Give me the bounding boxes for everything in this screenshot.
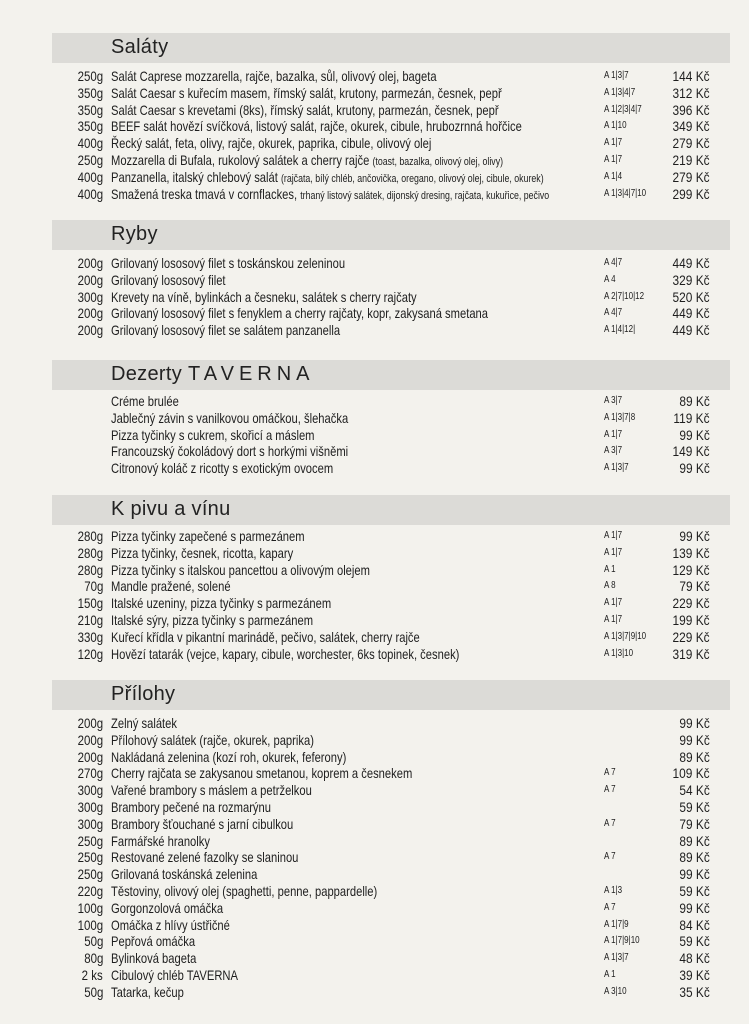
item-weight: 400g (77, 185, 103, 202)
item-allergens: A 1|7 (604, 428, 623, 440)
item-allergens: A 1|3|7 (604, 462, 629, 474)
item-price: 99 Kč (679, 528, 710, 544)
item-price: 48 Kč (679, 950, 710, 967)
item-allergens: A 1|4|12| (604, 324, 636, 336)
item-name-wrap (111, 849, 298, 866)
menu-item (0, 427, 749, 444)
menu-item (0, 68, 749, 85)
section-items (0, 528, 749, 662)
item-weight: 2 ks (81, 966, 103, 983)
menu-item (0, 950, 749, 967)
item-name: Brambory pečené na rozmarýnu (111, 798, 271, 815)
item-name: Farmářské hranolky (111, 832, 210, 849)
item-name-wrap (111, 186, 549, 205)
item-weight: 120g (77, 645, 103, 662)
item-price: 449 Kč (672, 255, 710, 271)
menu-item (0, 102, 749, 119)
item-price: 129 Kč (672, 561, 710, 578)
item-price: 319 Kč (672, 645, 710, 662)
item-price: 89 Kč (679, 748, 710, 765)
item-allergens: A 4|7 (604, 307, 623, 319)
item-allergens: A 4 (604, 273, 616, 285)
item-name-wrap (111, 900, 223, 917)
menu-item (0, 186, 749, 203)
item-allergens: A 1|7|9|10 (604, 935, 640, 947)
item-weight: 200g (77, 715, 103, 731)
item-weight: 100g (77, 899, 103, 916)
menu-item (0, 849, 749, 866)
item-name-wrap (111, 322, 340, 339)
menu-item (0, 272, 749, 289)
item-name: Hovězí tatarák (vejce, kapary, cibule, worchester, 6ks topinek, česnek) (111, 645, 460, 662)
menu-item (0, 528, 749, 545)
item-name-wrap (111, 866, 257, 883)
item-allergens: A 7 (604, 817, 616, 829)
item-allergens: A 8 (604, 580, 616, 592)
item-name-wrap (111, 68, 437, 85)
item-name-wrap (111, 782, 312, 799)
item-price: 79 Kč (679, 815, 710, 832)
item-name-wrap (111, 883, 377, 900)
section-header (52, 220, 730, 250)
item-price: 149 Kč (672, 443, 710, 460)
item-name: Vařené brambory s máslem a petrželkou (111, 782, 312, 799)
item-price: 199 Kč (672, 611, 710, 628)
menu-item (0, 562, 749, 579)
item-price: 349 Kč (672, 118, 710, 135)
menu-item (0, 933, 749, 950)
item-allergens: A 1|3|4|7|10 (604, 187, 647, 199)
item-weight: 200g (77, 731, 103, 748)
section-header (52, 33, 730, 63)
item-price: 59 Kč (679, 933, 710, 950)
item-allergens: A 1|7 (604, 597, 623, 609)
item-name: Pizza tyčinky s italskou pancettou a olivovým olejem (111, 561, 370, 578)
item-name: Řecký salát, feta, olivy, rajče, okurek, paprika, cibule, olivový olej (111, 135, 432, 152)
section-title-text: Saláty (111, 36, 169, 58)
item-allergens: A 7 (604, 901, 616, 913)
item-name: Přílohový salátek (rajče, okurek, paprika) (111, 731, 314, 748)
item-weight: 350g (77, 101, 103, 118)
item-name: Salát Caesar s kuřecím masem, římský salát, krutony, parmezán, česnek, pepř (111, 84, 502, 101)
item-allergens: A 1|7 (604, 137, 623, 149)
item-price: 449 Kč (672, 322, 710, 339)
item-name-wrap (111, 629, 420, 646)
item-name: Krevety na víně, bylinkách a česneku, salátek s cherry rajčaty (111, 288, 417, 305)
section-title (111, 363, 315, 386)
item-allergens: A 3|7 (604, 445, 623, 457)
item-name-wrap (111, 85, 502, 102)
item-allergens: A 1|3|7|8 (604, 411, 636, 423)
section-brand: TAVERNA (188, 363, 315, 385)
item-allergens: A 1|7 (604, 613, 623, 625)
item-weight: 300g (77, 782, 103, 799)
menu-item (0, 289, 749, 306)
item-price: 312 Kč (672, 84, 710, 101)
menu-item (0, 85, 749, 102)
menu-item (0, 595, 749, 612)
item-weight: 400g (77, 168, 103, 185)
item-price: 219 Kč (672, 151, 710, 168)
item-name: Mandle pražené, solené (111, 578, 231, 595)
item-name-wrap (111, 984, 184, 1001)
item-weight: 270g (77, 765, 103, 782)
item-allergens: A 1|7|9 (604, 918, 629, 930)
item-price: 89 Kč (679, 832, 710, 849)
item-name-wrap (111, 749, 346, 766)
item-note: (toast, bazalka, olivový olej, olivy) (372, 155, 504, 168)
item-name: Omáčka z hlívy ústřičné (111, 916, 230, 933)
section-title (111, 223, 158, 246)
item-name-wrap (111, 272, 226, 289)
item-weight: 250g (77, 866, 103, 883)
item-weight: 50g (83, 983, 103, 1000)
item-name: Panzanella, italský chlebový salát (111, 168, 278, 185)
item-name-wrap (111, 102, 499, 119)
item-name-wrap (111, 545, 293, 562)
item-weight: 200g (77, 305, 103, 322)
item-price: 144 Kč (672, 68, 710, 84)
item-weight: 250g (77, 832, 103, 849)
item-weight: 50g (83, 933, 103, 950)
item-name: Brambory šťouchané s jarní cibulkou (111, 815, 294, 832)
item-weight: 250g (77, 68, 103, 84)
item-allergens: A 1|3|7 (604, 952, 629, 964)
item-price: 229 Kč (672, 628, 710, 645)
menu-item (0, 460, 749, 477)
item-name: Salát Caprese mozzarella, rajče, bazalka, sůl, olivový olej, bageta (111, 68, 437, 84)
item-price: 35 Kč (679, 983, 710, 1000)
section-title-text: Přílohy (111, 683, 176, 705)
menu-item (0, 715, 749, 732)
item-price: 329 Kč (672, 271, 710, 288)
item-weight: 280g (77, 528, 103, 544)
item-name-wrap (111, 646, 459, 663)
item-weight: 250g (77, 849, 103, 866)
item-name-wrap (111, 933, 195, 950)
item-allergens: A 1|2|3|4|7 (604, 103, 642, 115)
item-price: 89 Kč (679, 849, 710, 866)
menu-item (0, 900, 749, 917)
item-price: 99 Kč (679, 460, 710, 477)
item-name: Jablečný závin s vanilkovou omáčkou, šlehačka (111, 409, 349, 426)
item-price: 54 Kč (679, 782, 710, 799)
item-weight: 280g (77, 561, 103, 578)
item-name: Pepřová omáčka (111, 933, 196, 950)
section-title (111, 498, 231, 521)
item-price: 139 Kč (672, 544, 710, 561)
item-name: Francouzský čokoládový dort s horkými višněmi (111, 443, 349, 460)
item-name: Těstoviny, olivový olej (spaghetti, penne, pappardelle) (111, 882, 378, 899)
item-price: 39 Kč (679, 966, 710, 983)
item-name: BEEF salát hovězí svíčková, listový salát, rajče, okurek, cibule, hrubozrnná hořčice (111, 118, 522, 135)
item-note: trhaný listový salátek, dijonský dresing, rajčata, kukuřice, pečivo (300, 189, 550, 202)
item-name: Grilovaný lososový filet (111, 271, 226, 288)
section-title-text: Ryby (111, 223, 158, 245)
item-name: Smažená treska tmavá v cornflackes, (111, 185, 298, 202)
item-name-wrap (111, 443, 348, 460)
menu-item (0, 732, 749, 749)
item-name-wrap (111, 612, 313, 629)
item-name-wrap (111, 578, 231, 595)
item-name: Salát Caesar s krevetami (8ks), římský salát, krutony, parmezán, česnek, pepř (111, 101, 499, 118)
item-name: Grilovaná toskánská zelenina (111, 866, 258, 883)
item-price: 109 Kč (672, 765, 710, 782)
item-allergens: A 1|3|7|9|10 (604, 630, 647, 642)
item-allergens: A 7 (604, 851, 616, 863)
item-price: 279 Kč (672, 135, 710, 152)
item-price: 396 Kč (672, 101, 710, 118)
item-name-wrap (111, 118, 522, 135)
item-name: Grilovaný lososový filet s toskánskou zeleninou (111, 255, 346, 271)
item-price: 89 Kč (679, 393, 710, 409)
item-price: 59 Kč (679, 882, 710, 899)
item-weight: 200g (77, 271, 103, 288)
section-title (111, 36, 168, 59)
item-allergens: A 1|3|4|7 (604, 86, 636, 98)
item-price: 99 Kč (679, 731, 710, 748)
item-allergens: A 1|7 (604, 530, 623, 541)
item-name-wrap (111, 427, 315, 444)
item-name: Zelný salátek (111, 715, 177, 731)
item-name-wrap (111, 715, 177, 732)
menu-item (0, 984, 749, 1001)
item-allergens: A 3|7 (604, 395, 623, 406)
item-price: 99 Kč (679, 866, 710, 883)
menu-item (0, 612, 749, 629)
item-name-wrap (111, 460, 333, 477)
item-name: Pizza tyčinky, česnek, ricotta, kapary (111, 544, 294, 561)
item-weight: 100g (77, 916, 103, 933)
menu-item (0, 799, 749, 816)
menu-item (0, 866, 749, 883)
item-allergens: A 3|10 (604, 985, 627, 997)
item-allergens: A 1|7 (604, 153, 623, 165)
item-name: Kuřecí křídla v pikantní marinádě, pečivo, salátek, cherry rajče (111, 628, 420, 645)
menu-item (0, 545, 749, 562)
item-name-wrap (111, 765, 412, 782)
menu-item (0, 816, 749, 833)
item-name: Créme brulée (111, 393, 179, 409)
item-name-wrap (111, 967, 238, 984)
item-name: Grilovaný lososový filet s fenyklem a cherry rajčaty, kopr, zakysaná smetana (111, 305, 489, 322)
section-items (0, 393, 749, 477)
item-name: Restované zelené fazolky se slaninou (111, 849, 299, 866)
item-name: Mozzarella di Bufala, rukolový salátek a cherry rajče (111, 151, 370, 168)
item-allergens: A 1|3 (604, 884, 623, 896)
item-weight: 210g (77, 611, 103, 628)
item-price: 279 Kč (672, 168, 710, 185)
item-name-wrap (111, 135, 431, 152)
menu-item (0, 765, 749, 782)
item-weight: 350g (77, 118, 103, 135)
item-weight: 350g (77, 84, 103, 101)
item-name: Gorgonzolová omáčka (111, 899, 224, 916)
item-weight: 220g (77, 882, 103, 899)
menu-item (0, 410, 749, 427)
item-price: 99 Kč (679, 715, 710, 731)
menu-item (0, 152, 749, 169)
section-header (52, 495, 730, 525)
item-allergens: A 7 (604, 784, 616, 796)
item-name: Nakládaná zelenina (kozí roh, okurek, feferony) (111, 748, 347, 765)
menu-item (0, 393, 749, 410)
item-weight: 400g (77, 135, 103, 152)
item-allergens: A 1|10 (604, 120, 627, 132)
item-weight: 200g (77, 322, 103, 339)
menu-item (0, 883, 749, 900)
item-allergens: A 1 (604, 968, 616, 980)
menu-item (0, 305, 749, 322)
item-name-wrap (111, 305, 488, 322)
item-name-wrap (111, 595, 331, 612)
item-weight: 330g (77, 628, 103, 645)
item-weight: 300g (77, 798, 103, 815)
menu-item (0, 118, 749, 135)
item-name-wrap (111, 816, 293, 833)
item-name-wrap (111, 528, 305, 545)
item-name-wrap (111, 562, 370, 579)
item-name: Bylinková bageta (111, 950, 197, 967)
item-name: Italské uzeniny, pizza tyčinky s parmezánem (111, 595, 332, 612)
menu-item (0, 646, 749, 663)
item-name-wrap (111, 950, 196, 967)
item-name-wrap (111, 255, 345, 272)
item-weight: 80g (83, 950, 103, 967)
item-allergens: A 4|7 (604, 257, 623, 268)
section-title (111, 683, 175, 706)
menu-item (0, 135, 749, 152)
item-name: Grilovaný lososový filet se salátem panzanella (111, 322, 341, 339)
item-weight: 300g (77, 815, 103, 832)
menu-item (0, 749, 749, 766)
item-allergens: A 1|7 (604, 546, 623, 558)
item-price: 99 Kč (679, 426, 710, 443)
item-weight: 250g (77, 151, 103, 168)
item-name: Citronový koláč z ricotty s exotickým ovocem (111, 460, 334, 477)
item-name-wrap (111, 393, 179, 410)
item-price: 84 Kč (679, 916, 710, 933)
item-name: Cibulový chléb TAVERNA (111, 966, 238, 983)
item-allergens: A 1|3|7 (604, 70, 629, 81)
item-name-wrap (111, 833, 210, 850)
section-items (0, 255, 749, 339)
menu-item (0, 833, 749, 850)
item-weight: 150g (77, 595, 103, 612)
item-name-wrap (111, 799, 271, 816)
item-price: 79 Kč (679, 578, 710, 595)
item-name-wrap (111, 917, 230, 934)
item-allergens: A 1|4 (604, 170, 623, 182)
item-name-wrap (111, 410, 348, 427)
item-name: Pizza tyčinky s cukrem, skořicí a máslem (111, 426, 315, 443)
item-price: 59 Kč (679, 798, 710, 815)
item-price: 449 Kč (672, 305, 710, 322)
section-header (52, 360, 730, 390)
item-name: Italské sýry, pizza tyčinky s parmezánem (111, 611, 314, 628)
item-weight: 200g (77, 748, 103, 765)
item-allergens: A 7 (604, 767, 616, 779)
item-weight: 70g (83, 578, 103, 595)
menu-item (0, 169, 749, 186)
item-allergens: A 1 (604, 563, 616, 575)
item-allergens: A 1|3|10 (604, 647, 634, 659)
section-header (52, 680, 730, 710)
item-weight: 200g (77, 255, 103, 271)
item-price: 229 Kč (672, 595, 710, 612)
section-items (0, 715, 749, 1001)
menu-item (0, 443, 749, 460)
menu-item (0, 578, 749, 595)
section-title-text: Dezerty (111, 363, 183, 385)
item-price: 520 Kč (672, 288, 710, 305)
item-name: Cherry rajčata se zakysanou smetanou, koprem a česnekem (111, 765, 413, 782)
item-note: (rajčata, bílý chléb, ančovička, oregano, olivový olej, cibule, okurek) (280, 172, 544, 185)
item-price: 299 Kč (672, 185, 710, 202)
menu-item (0, 782, 749, 799)
menu-item (0, 255, 749, 272)
menu-item (0, 967, 749, 984)
item-weight: 280g (77, 544, 103, 561)
item-weight: 300g (77, 288, 103, 305)
item-price: 119 Kč (673, 409, 710, 426)
item-allergens: A 2|7|10|12 (604, 290, 645, 302)
section-title-text: K pivu a vínu (111, 498, 231, 520)
item-name: Pizza tyčinky zapečené s parmezánem (111, 528, 305, 544)
item-name-wrap (111, 732, 314, 749)
section-items (0, 68, 749, 202)
item-name: Tatarka, kečup (111, 983, 184, 1000)
item-name-wrap (111, 289, 417, 306)
menu-item (0, 322, 749, 339)
menu-item (0, 917, 749, 934)
item-price: 99 Kč (679, 899, 710, 916)
menu-item (0, 629, 749, 646)
